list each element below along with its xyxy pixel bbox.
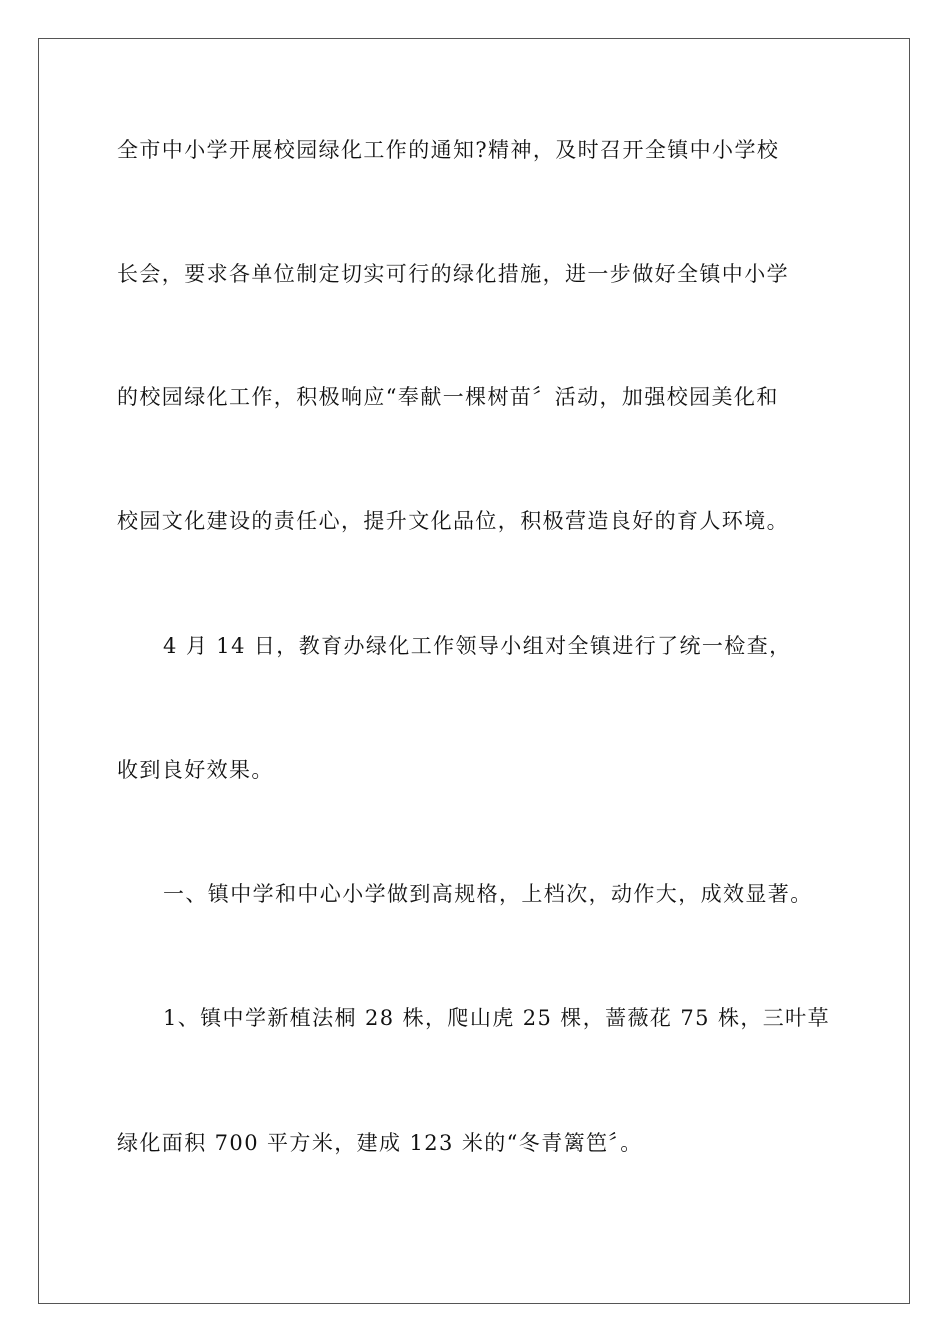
- paragraph-line-3: 的校园绿化工作，积极响应“奉献一棵树苗〞活动，加强校园美化和: [117, 385, 779, 409]
- paragraph-line-5: 4 月 14 日，教育办绿化工作领导小组对全镇进行了统一检查，: [163, 634, 792, 658]
- page-border: [38, 38, 910, 1304]
- list-item-1-line-2: 绿化面积 700 平方米，建成 123 米的“冬青篱笆〞。: [117, 1131, 643, 1155]
- paragraph-line-1: 全市中小学开展校园绿化工作的通知?精神，及时召开全镇中小学校: [117, 138, 780, 162]
- paragraph-line-2: 长会，要求各单位制定切实可行的绿化措施，进一步做好全镇中小学: [117, 262, 789, 286]
- list-item-1-line-1: 1、镇中学新植法桐 28 株，爬山虎 25 棵，蔷薇花 75 株，三叶草: [163, 1006, 830, 1030]
- paragraph-line-4: 校园文化建设的责任心，提升文化品位，积极营造良好的育人环境。: [117, 509, 789, 533]
- paragraph-line-6: 收到良好效果。: [117, 758, 274, 782]
- section-heading-1: 一、镇中学和中心小学做到高规格，上档次，动作大，成效显著。: [163, 882, 813, 906]
